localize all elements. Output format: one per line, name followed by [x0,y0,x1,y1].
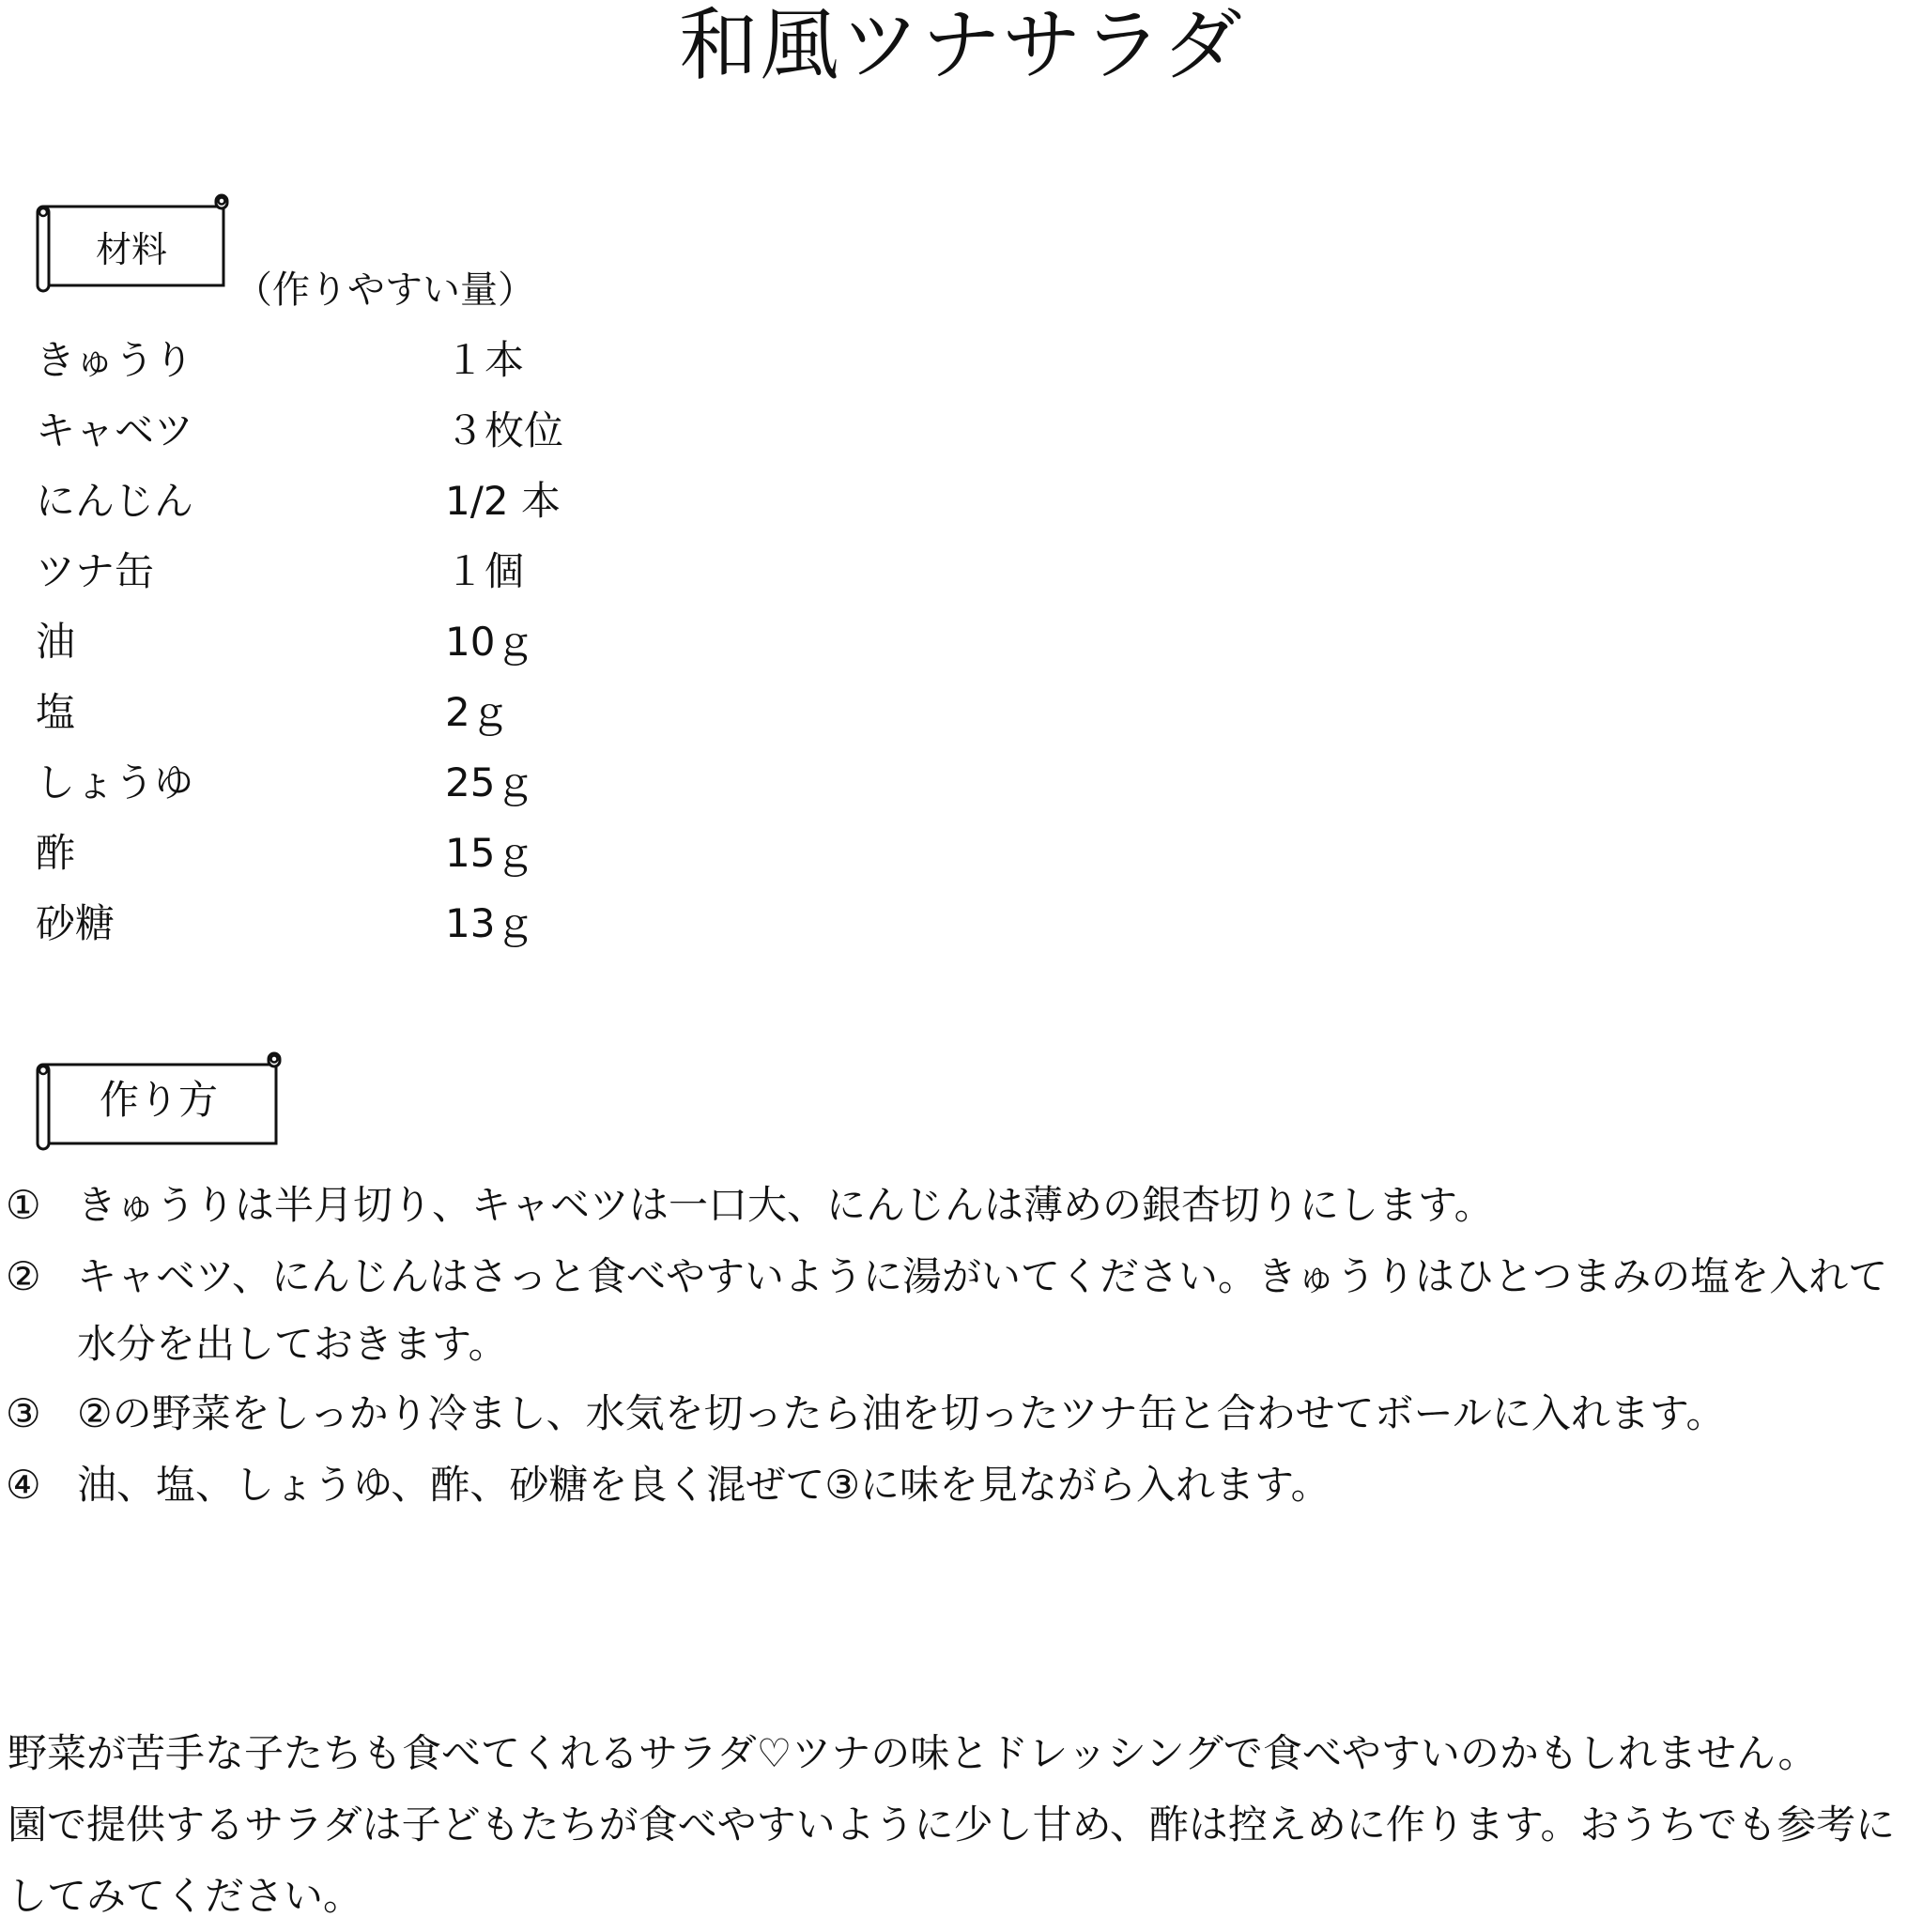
method-heading: 作り方 [100,1077,219,1123]
step-number: ③ [6,1390,41,1436]
ingredients-heading: 材料 [96,229,168,270]
amount-note: （作りやすい量） [235,268,535,312]
step-number: ① [6,1182,41,1228]
ingredient-qty: 25ｇ [445,759,535,805]
ingredient-name: きゅうり [36,337,194,383]
ingredient-name: 塩 [36,689,76,735]
ingredient-name: ツナ缶 [36,548,155,594]
step-number: ④ [6,1462,41,1508]
ingredient-name: 酢 [36,830,76,876]
ingredient-name: にんじん [36,478,194,524]
ingredient-name: しょうゆ [36,759,194,805]
closing-note [8,1718,1919,1932]
method-heading-scroll [36,1051,282,1155]
ingredient-qty: 13ｇ [445,900,535,946]
ingredient-qty: 2ｇ [445,689,510,735]
step-text: きゅうりは半月切り、キャベツは一口大、にんじんは薄めの銀杏切りにします。 [77,1182,1494,1228]
note-line: 野菜が苦手な子たちも食べてくれるサラダ♡ツナの味とドレッシングで食べやすいのかもしれません。 [8,1730,1818,1776]
ingredient-qty: １本 [445,337,525,383]
ingredient-qty: ３枚位 [445,407,564,453]
ingredient-qty: 10ｇ [445,619,535,665]
ingredient-name: 油 [36,619,76,665]
step-text: ②の野菜をしっかり冷まし、水気を切ったら油を切ったツナ缶と合わせてボールに入れます。 [77,1390,1726,1436]
ingredient-qty: １個 [445,548,525,594]
page-title: 和風ツナサラダ [679,0,1244,91]
ingredient-qty: 15ｇ [445,830,535,876]
ingredients-heading-scroll [36,193,229,297]
ingredient-name: キャベツ [36,407,194,453]
ingredient-qty: 1/2 本 [445,478,561,524]
step-number: ② [6,1253,41,1299]
ingredient-name: 砂糖 [36,900,115,946]
note-line: 園で提供するサラダは子どもたちが食べやすいように少し甘め、酢は控えめに作ります。おうちでも参考にしてみてください。 [8,1802,1896,1919]
step-text: 油、塩、しょうゆ、酢、砂糖を良く混ぜて③に味を見ながら入れます。 [77,1462,1331,1508]
step-text: キャベツ、にんじんはさっと食べやすいように湯がいてください。きゅうりはひとつまみの塩を入れて水分を出しておきます。 [77,1253,1888,1367]
